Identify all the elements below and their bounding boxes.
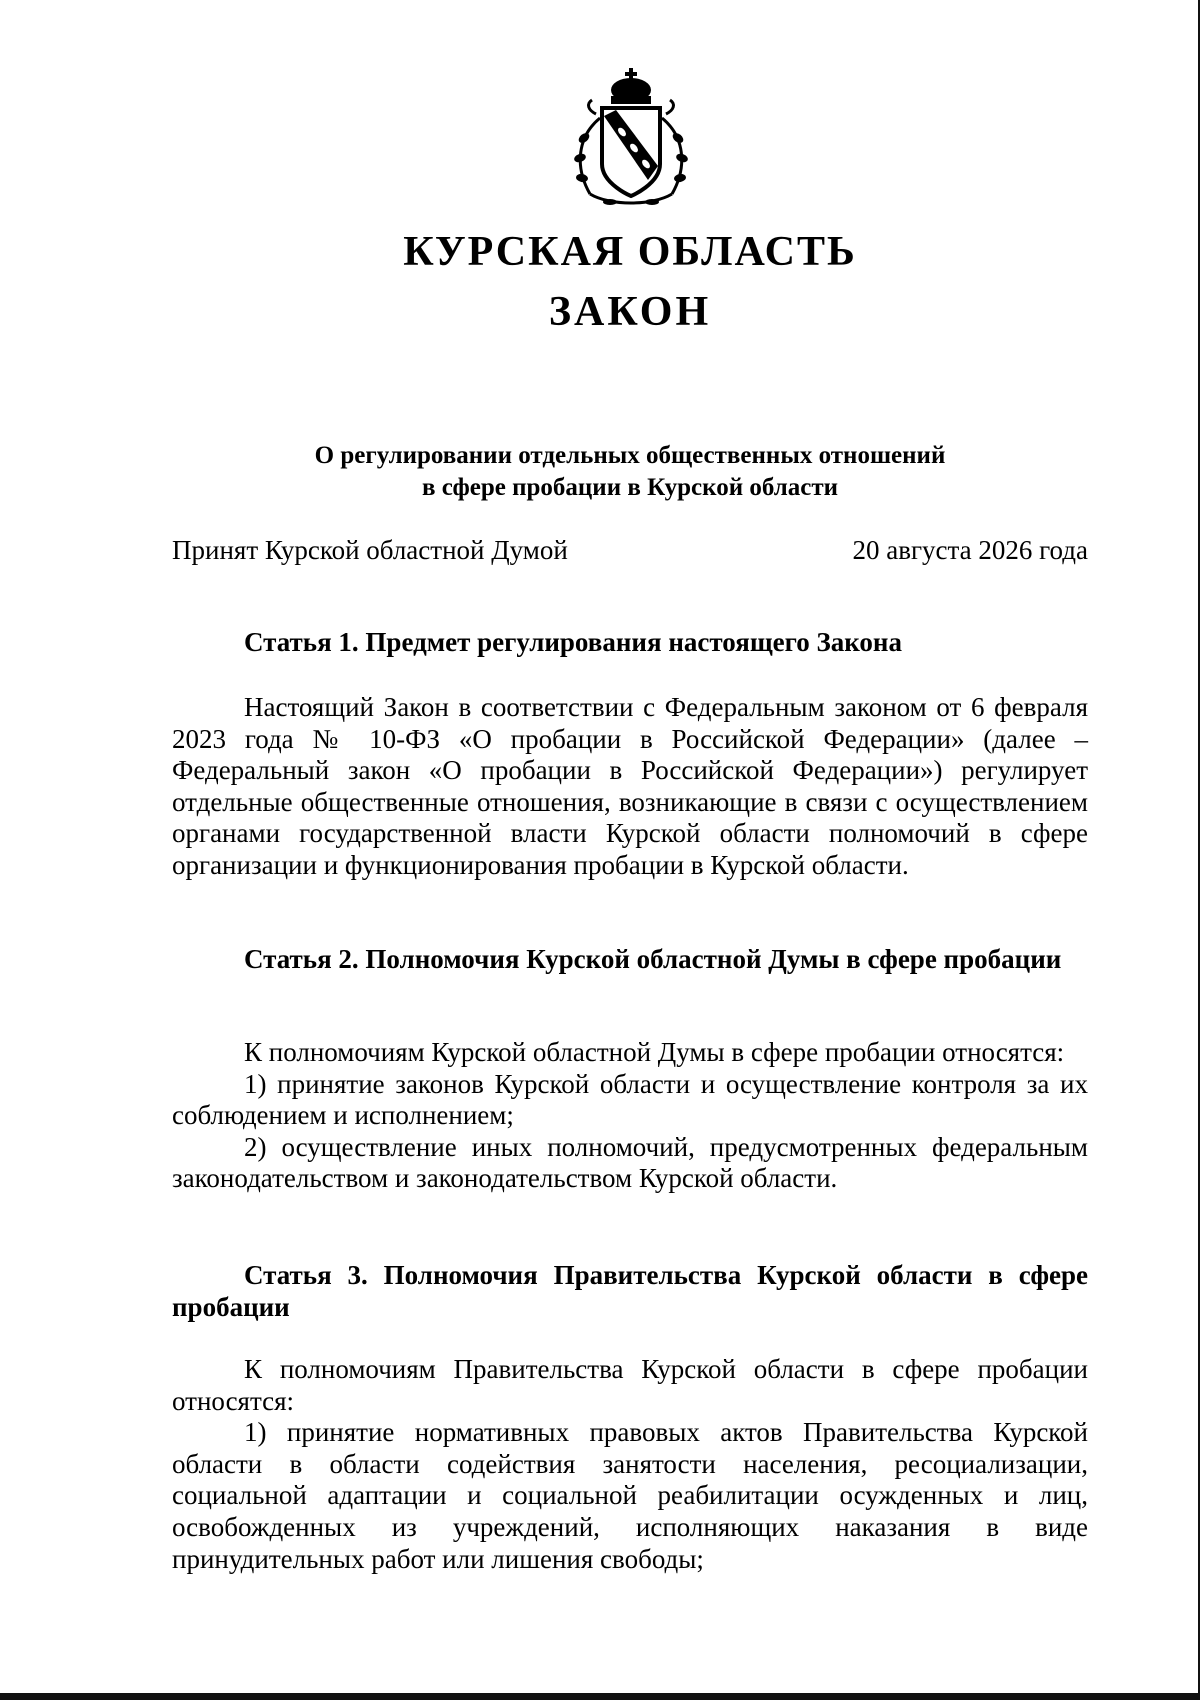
article-title: Статья 3. Полномочия Правительства Курской области в сфере пробации [172, 1260, 1088, 1322]
article-1-title-block [172, 627, 1088, 659]
article-2-body [172, 1037, 1088, 1195]
scan-edge-bottom [0, 1693, 1200, 1700]
law-title-line-2: в сфере пробации в Курской области [421, 474, 839, 501]
article-list-item: 2) осуществление иных полномочий, предусмотренных федеральным законодательством и законодательством Курской области. [172, 1131, 1088, 1194]
article-list-item: 1) принятие нормативных правовых актов Правительства Курской области в области содействия занятости населения, ресоциализации, социальной адаптации и социальной реабилитации осужденных и лиц, освобожденных из учреждений, исполняющих наказания в виде принудительных работ или лишения свободы; [172, 1417, 1088, 1574]
article-title: Статья 2. Полномочия Курской областной Думы в сфере пробации [244, 944, 1062, 974]
article-paragraph: К полномочиям Курской областной Думы в сфере пробации относятся: [244, 1037, 1065, 1067]
article-list-item: 1) принятие законов Курской области и осуществление контроля за их соблюдением и исполнением; [172, 1068, 1088, 1131]
article-paragraph: К полномочиям Правительства Курской области в сфере пробации относятся: [172, 1354, 1088, 1416]
region-heading: КУРСКАЯ ОБЛАСТЬ [403, 229, 857, 275]
article-paragraph: Настоящий Закон в соответствии с Федеральным законом от 6 февраля 2023 года № 10-ФЗ «О пробации в Российской Федерации» (далее – Федеральный закон «О пробации в Российской Федерации») регулирует отдельные общественные отношения, возникающие в связи с осуществлением органами государственной власти Курской области полномочий в сфере организации и функционирования пробации в Курской области. [172, 692, 1088, 880]
adopted-by: Принят Курской областной Думой [172, 535, 568, 565]
adopted-date: 20 августа 2026 года [852, 535, 1088, 565]
article-2-title-block [172, 944, 1088, 976]
adoption-line [172, 533, 1088, 567]
law-title [170, 440, 1090, 504]
article-1-body [172, 692, 1088, 882]
document-type-heading: ЗАКОН [548, 289, 712, 335]
article-3-title-block [172, 1260, 1088, 1323]
article-title: Статья 1. Предмет регулирования настоящего Закона [244, 627, 902, 657]
law-title-line-1: О регулировании отдельных общественных отношений [314, 442, 946, 469]
coat-of-arms-icon [560, 66, 702, 212]
article-3-body [172, 1354, 1088, 1575]
